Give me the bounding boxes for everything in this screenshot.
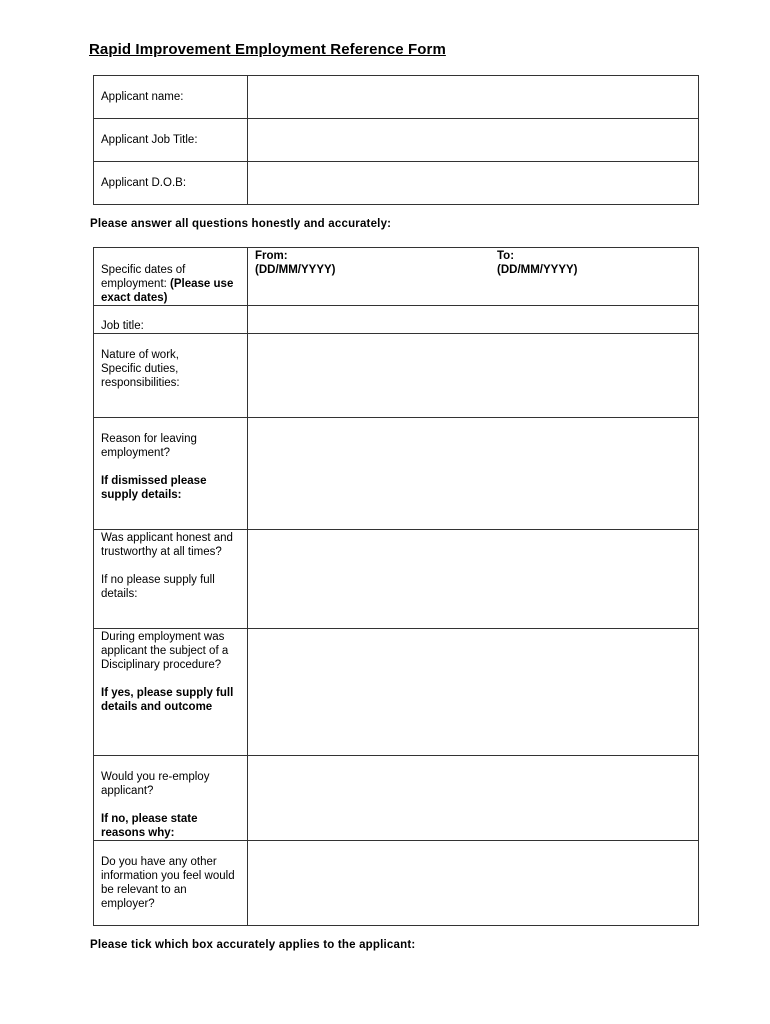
reason-for-leaving-field[interactable] (248, 418, 699, 530)
disciplinary-question: During employment was applicant the subject of a Disciplinary procedure? (101, 631, 229, 671)
from-label: From: (255, 250, 288, 262)
honest-question: Was applicant honest and trustworthy at all times? (101, 532, 233, 558)
job-title-label: Job title: (94, 306, 248, 334)
reason-for-leaving-label (94, 418, 248, 530)
applicant-details-table (93, 75, 699, 205)
table-row (94, 76, 699, 119)
to-column (497, 249, 578, 277)
reason-question: Reason for leaving employment? (101, 433, 197, 459)
form-title: Rapid Improvement Employment Reference Form (89, 41, 446, 58)
other-info-field[interactable] (248, 841, 699, 926)
other-info-label: Do you have any other information you feel would be relevant to an employer? (94, 841, 248, 926)
to-format: (DD/MM/YYYY) (497, 264, 578, 276)
re-employ-follow-up: If no, please state reasons why: (101, 813, 198, 839)
applicant-job-title-field[interactable] (248, 119, 699, 162)
honest-label (94, 530, 248, 629)
applicant-dob-label: Applicant D.O.B: (94, 162, 248, 205)
dates-field[interactable] (248, 248, 699, 306)
honest-field[interactable] (248, 530, 699, 629)
re-employ-label (94, 756, 248, 841)
table-row (94, 334, 699, 418)
re-employ-field[interactable] (248, 756, 699, 841)
nature-of-work-label (94, 334, 248, 418)
table-row (94, 841, 699, 926)
table-row (94, 530, 699, 629)
employment-questions-table (93, 247, 699, 926)
table-row (94, 306, 699, 334)
table-row (94, 629, 699, 756)
instruction-tick-box: Please tick which box accurately applies to the applicant: (90, 939, 416, 951)
table-row (94, 162, 699, 205)
job-title-field[interactable] (248, 306, 699, 334)
applicant-name-field[interactable] (248, 76, 699, 119)
from-format: (DD/MM/YYYY) (255, 264, 336, 276)
table-row (94, 248, 699, 306)
applicant-name-label: Applicant name: (94, 76, 248, 119)
reason-follow-up: If dismissed please supply details: (101, 475, 207, 501)
instruction-answer-honestly: Please answer all questions honestly and accurately: (90, 218, 392, 230)
nature-of-work-line: Specific duties, (101, 363, 179, 375)
nature-of-work-line: responsibilities: (101, 377, 180, 389)
applicant-job-title-label: Applicant Job Title: (94, 119, 248, 162)
table-row (94, 756, 699, 841)
dates-label (94, 248, 248, 306)
re-employ-question: Would you re-employ applicant? (101, 771, 210, 797)
dates-label-bold: (Please use exact dates) (101, 278, 234, 304)
disciplinary-follow-up: If yes, please supply full details and outcome (101, 687, 234, 713)
dates-label-plain: Specific dates of employment: (101, 264, 186, 290)
from-column (255, 249, 497, 277)
disciplinary-label (94, 629, 248, 756)
to-label: To: (497, 250, 515, 262)
disciplinary-field[interactable] (248, 629, 699, 756)
table-row (94, 418, 699, 530)
honest-follow-up: If no please supply full details: (101, 574, 215, 600)
date-range-headers (255, 249, 691, 277)
applicant-dob-field[interactable] (248, 162, 699, 205)
nature-of-work-field[interactable] (248, 334, 699, 418)
nature-of-work-line: Nature of work, (101, 349, 179, 361)
table-row (94, 119, 699, 162)
